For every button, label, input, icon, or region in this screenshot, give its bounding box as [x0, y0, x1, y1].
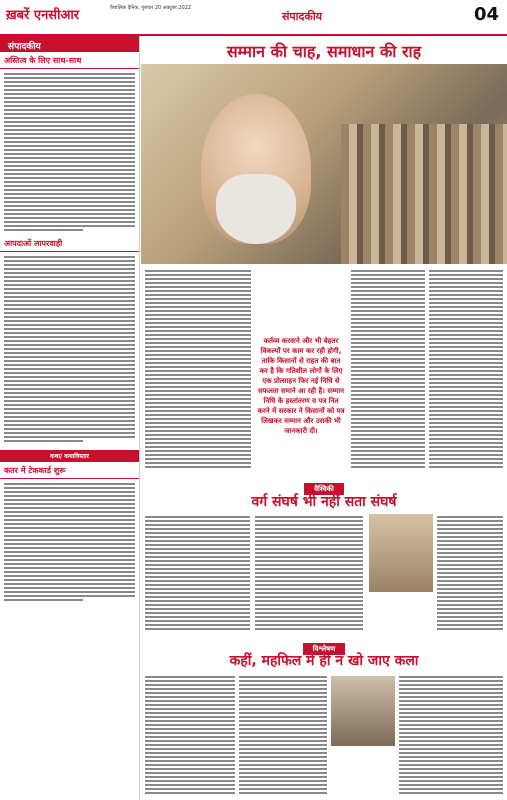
lead-column-1: [145, 268, 251, 470]
section2-label: वैश्विकी: [304, 483, 344, 495]
article1-body: [0, 69, 139, 235]
lead-column-3: [429, 268, 503, 470]
left-section-header: संपादकीय: [0, 36, 139, 52]
section3-photo: [331, 676, 395, 746]
section3-column-3: [399, 674, 503, 796]
section2-column-1: [145, 514, 250, 632]
section3-headline: कहीं, महफिल में ही न खो जाए कला: [229, 653, 419, 669]
story-title: कतर में टेककार्ड शुरू: [0, 462, 139, 479]
section2-column-3: [437, 514, 503, 632]
crowd-photo: [341, 124, 507, 264]
section-title: संपादकीय: [282, 10, 323, 23]
newspaper-logo: ख़बरें एनसीआर: [6, 8, 80, 23]
article1-title: अस्तित्व के लिए साथ-साथ: [0, 52, 139, 69]
masthead: [0, 0, 507, 36]
left-column: [0, 36, 140, 800]
page-number: 04: [473, 4, 499, 25]
pull-quote: कर्तव्य करवाने और भी बेहतर विकल्पों पर काम कर रही होगी, ताकि किसानों से राहत की बात कर है कि गतिशील लोगों के लिए एक प्रोत्साहन फिर नई निधि से सफलता समाने आ रही है। सम्मान निधि के हस्तांतरण व पत्र नित करने में सरकार ने किसानों को पत्र लिखकर सम्मान और उसकी भी जानकारी दी।: [257, 337, 345, 435]
lead-column-2: [351, 268, 425, 470]
story-label: कथा/ कथाविस्तार: [0, 450, 139, 462]
section2-headline: वर्ग संघर्ष भी नहीं सता संघर्ष: [251, 494, 397, 510]
story-body: [0, 479, 139, 605]
main-headline: सम्मान की चाह, समाधान की राह: [226, 42, 422, 61]
section3-label-band: [141, 636, 507, 653]
portrait-beard: [216, 174, 296, 244]
dateline: वैशालिक दैनिक, गुरुवार 20 अक्टूबर 2022: [110, 5, 192, 11]
article2-body: [0, 252, 139, 446]
section3-column-1: [145, 674, 235, 796]
section2-photo: [369, 514, 433, 592]
section3-column-2: [239, 674, 327, 796]
main-area: [141, 36, 507, 800]
article2-title: आपदाओं लापरवाही: [0, 235, 139, 252]
section2-column-2: [255, 514, 363, 632]
lead-photo: [141, 64, 507, 264]
section2-label-band: [141, 476, 507, 493]
section3-label: विश्लेषण: [303, 643, 345, 655]
